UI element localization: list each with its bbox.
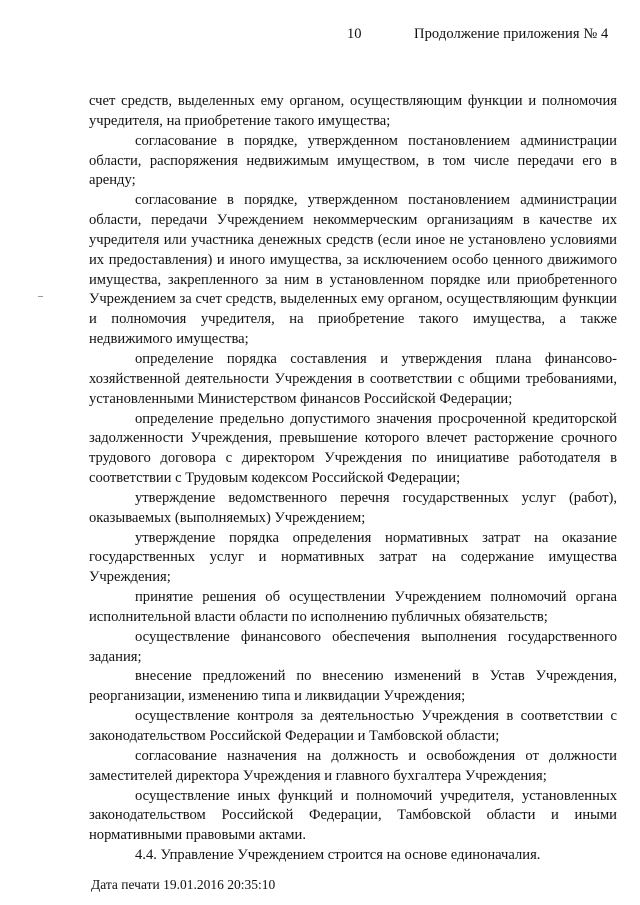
print-date-footer: Дата печати 19.01.2016 20:35:10 <box>91 877 276 892</box>
page-header <box>0 26 640 44</box>
paragraph: внесение предложений по внесению изменений в Устав Учреждения, реорганизации, изменению типа и ликвидации Учреждения; <box>89 668 617 705</box>
paragraph: определение порядка составления и утверждения плана финансово-хозяйственной деятельности Учреждения в соответствии с общими требованиями, установленными Министерством финансов Российской Федерации; <box>89 350 617 407</box>
paragraph: счет средств, выделенных ему органом, осуществляющим функции и полномочия учредителя, на приобретение такого имущества; <box>89 93 617 129</box>
paragraph: утверждение порядка определения нормативных затрат на оказание государственных услуг и нормативных затрат на содержание имущества Учреждения; <box>89 529 617 586</box>
section-paragraph-4-4: 4.4. Управление Учреждением строится на основе единоначалия. <box>135 847 541 864</box>
margin-mark <box>38 296 43 297</box>
paragraph: согласование назначения на должность и освобождения от должности заместителей директора Учреждения и главного бухгалтера Учреждения; <box>89 747 617 784</box>
paragraph: осуществление контроля за деятельностью Учреждения в соответствии с законодательством Российской Федерации и Тамбовской области; <box>89 708 617 744</box>
document-body <box>89 92 617 866</box>
paragraph: осуществление финансового обеспечения выполнения государственного задания; <box>89 628 617 665</box>
paragraph: осуществление иных функций и полномочий учредителя, установленных законодательством Российской Федерации, Тамбовской области и иными нормативными правовыми актами. <box>89 787 617 844</box>
paragraph: утверждение ведомственного перечня государственных услуг (работ), оказываемых (выполняемых) Учреждением; <box>89 489 617 526</box>
page-number: 10 <box>347 26 362 42</box>
paragraph: принятие решения об осуществлении Учреждением полномочий органа исполнительной власти области по исполнению публичных обязательств; <box>89 589 617 625</box>
paragraph: определение предельно допустимого значения просроченной кредиторской задолженности Учреждения, превышение которого влечет расторжение срочного трудового договора с директором Учреждения по инициативе работодателя в соответствии с Трудовым кодексом Российской Федерации; <box>89 410 617 487</box>
paragraph: согласование в порядке, утвержденном постановлением администрации области, распоряжения недвижимым имуществом, в том числе передачи его в аренду; <box>89 132 617 189</box>
appendix-continuation-label: Продолжение приложения № 4 <box>414 26 609 42</box>
paragraph: согласование в порядке, утвержденном постановлением администрации области, передачи Учреждением некоммерческим организациям в качестве их учредителя или участника денежных средств (если иное не установлено условиями их предоставления) и иного имущества, за исключением особо ценного движимого имущества, закрепленного за ним в установленном порядке или приобретенного Учреждением за счет средств, выделенных ему органом, осуществляющим функции и полномочия учредителя, на приобретение такого имущества, а также недвижимого имущества; <box>89 192 617 348</box>
